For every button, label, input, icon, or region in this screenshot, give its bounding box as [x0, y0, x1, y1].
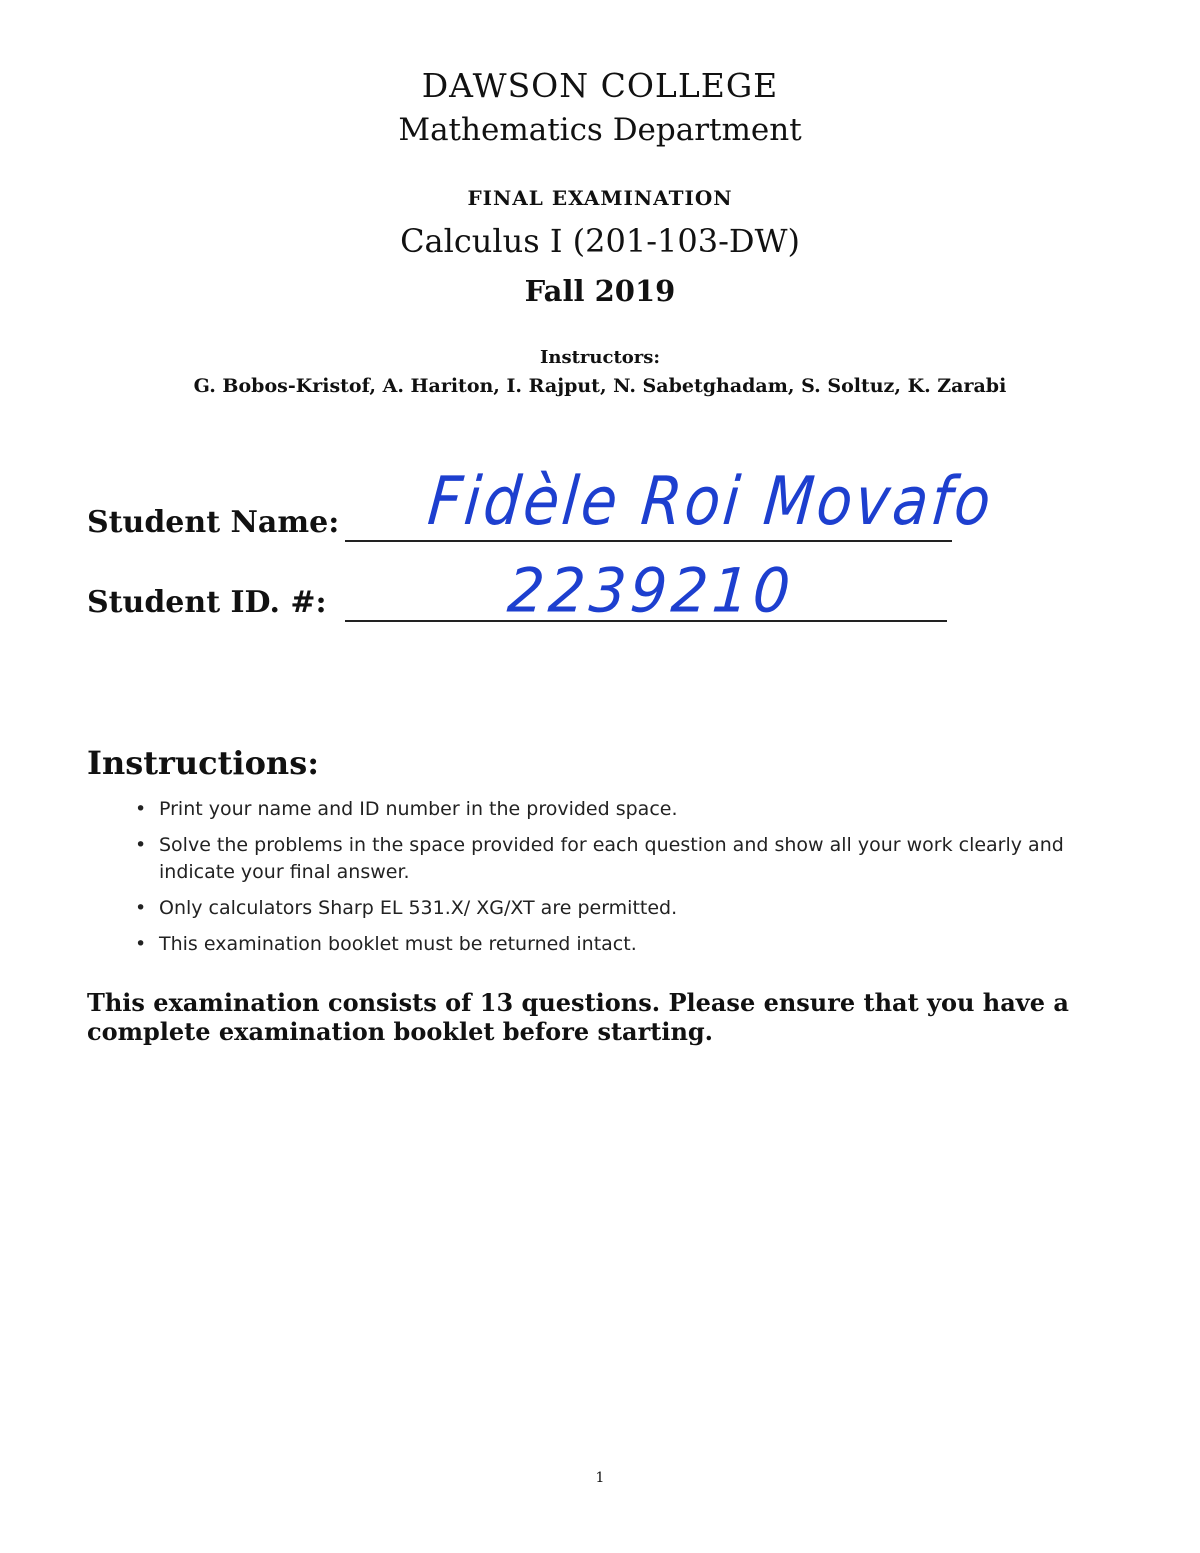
list-item	[135, 796, 1095, 823]
page-number: 1	[595, 1470, 605, 1486]
instructors-label: Instructors:	[539, 347, 661, 368]
college-name: DAWSON COLLEGE	[421, 66, 779, 105]
instruction-text: Only calculators Sharp EL 531.X/ XG/XT are permitted.	[159, 897, 678, 919]
bullet-icon: •	[135, 897, 147, 919]
instructions-heading: Instructions:	[87, 744, 320, 782]
instructors-names: G. Bobos-Kristof, A. Hariton, I. Rajput, N. Sabetghadam, S. Soltuz, K. Zarabi	[193, 375, 1007, 397]
instruction-text: This examination booklet must be returned intact.	[159, 933, 637, 955]
instruction-text: Solve the problems in the space provided for each question and show all your work clearly and indicate your final answer.	[159, 834, 1064, 883]
student-id-handwritten: 2239210	[505, 555, 797, 627]
exam-term: Fall 2019	[524, 274, 676, 308]
student-name-handwritten: Fidèle Roi Movafo	[424, 462, 997, 541]
list-item	[135, 832, 1095, 886]
closing-statement: This examination consists of 13 questions. Please ensure that you have a complete examination booklet before starting.	[87, 988, 1069, 1046]
bullet-icon: •	[135, 933, 147, 955]
bullet-icon: •	[135, 834, 147, 856]
list-item	[135, 895, 1095, 922]
instruction-text: Print your name and ID number in the provided space.	[159, 798, 678, 820]
list-item	[135, 931, 1095, 958]
bullet-icon: •	[135, 798, 147, 820]
student-name-label: Student Name:	[87, 505, 340, 540]
student-name-line	[345, 540, 952, 542]
student-id-label: Student ID. #:	[87, 585, 327, 620]
course-title: Calculus I (201-103-DW)	[400, 222, 800, 260]
department-name: Mathematics Department	[398, 112, 802, 148]
exam-type: FINAL EXAMINATION	[467, 186, 733, 210]
instruction-list	[135, 796, 1095, 967]
